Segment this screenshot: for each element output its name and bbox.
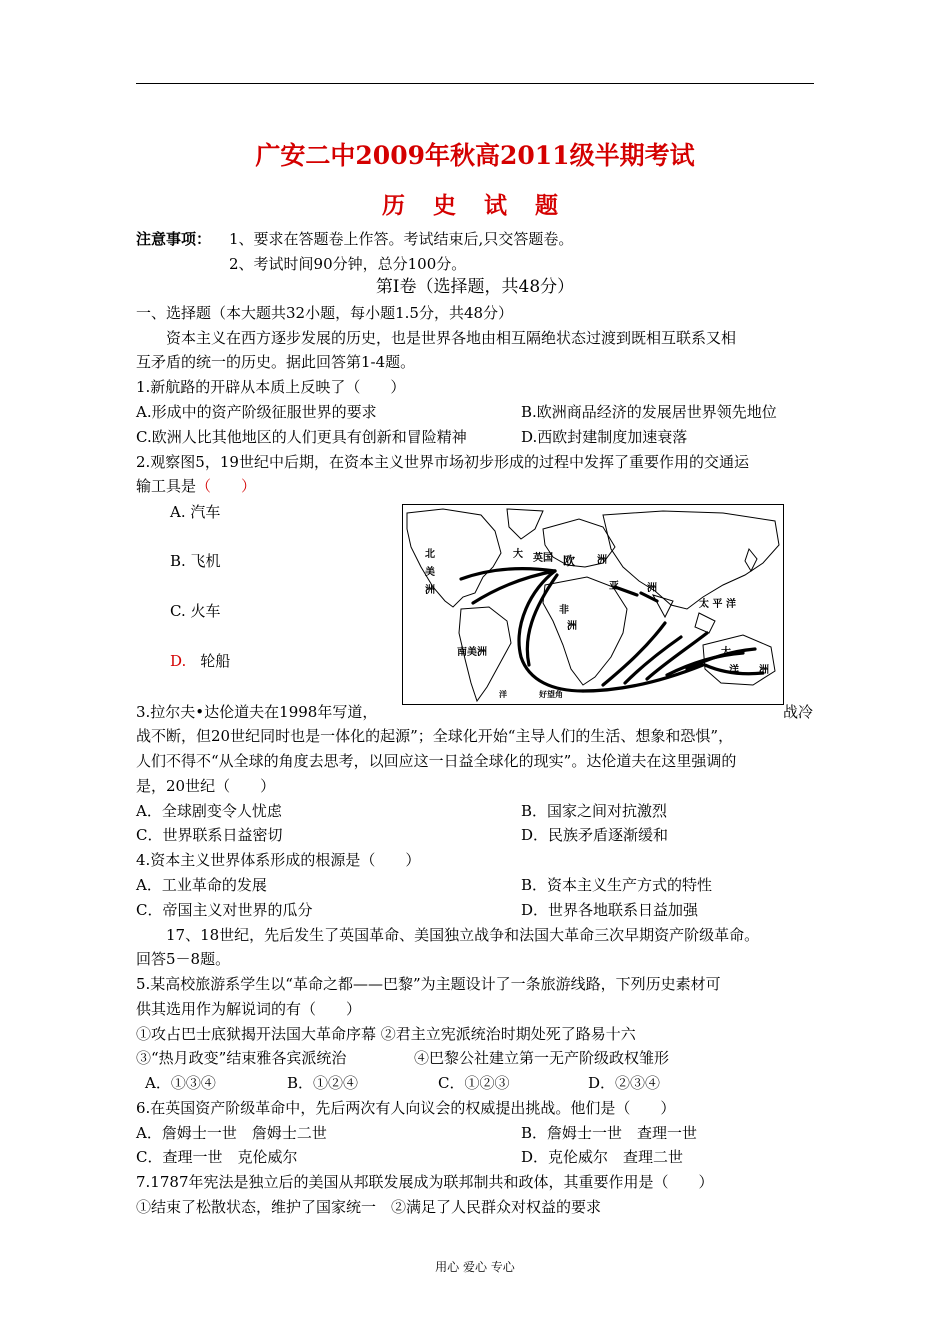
q3-stem-end: 战冷	[783, 703, 814, 721]
map-label-oceania-3: 洲	[759, 665, 769, 676]
map-label-pacific: 太 平 洋	[699, 599, 736, 610]
map-label-north-america-2: 美	[425, 567, 435, 578]
world-trade-routes-map	[402, 504, 784, 705]
notice-label: 注意事项：	[136, 230, 212, 248]
q3-option-a: A．全球剧变令人忧虑	[136, 802, 282, 820]
q6-option-d: D．克伦威尔 查理二世	[521, 1148, 684, 1166]
q2-bracket: （ ）	[196, 477, 257, 495]
q1-option-c: C.欧洲人比其他地区的人们更具有创新和冒险精神	[136, 428, 467, 446]
q2-stem-line-2: 输工具是（ ）	[136, 477, 257, 495]
intro-line-2: 互矛盾的统一的历史。据此回答第1-4题。	[136, 353, 416, 371]
page-footer: 用心 爱心 专心	[435, 1260, 515, 1274]
q4-stem: 4.资本主义世界体系形成的根源是（ ）	[136, 851, 421, 869]
exam-title: 广安二中2009年秋高2011级半期考试	[255, 141, 695, 170]
map-label-oceania-2: 洋	[729, 665, 739, 676]
q5-line-2: 供其选用作为解说词的有（ ）	[136, 1000, 362, 1018]
notice-item-2: 2、考试时间90分钟，总分100分。	[229, 255, 467, 273]
map-label-bottom-1: 洋	[499, 690, 507, 699]
map-label-asia-2: 洲	[647, 583, 657, 594]
passage2-line-2: 回答5－8题。	[136, 950, 231, 968]
q2-option-d-letter: D.	[170, 652, 187, 670]
q6-option-b: B．詹姆士一世 查理一世	[521, 1124, 698, 1142]
map-label-south-america: 南美洲	[457, 647, 487, 658]
map-label-africa-1: 非	[559, 605, 569, 616]
map-label-europe-2: 洲	[597, 555, 607, 566]
q3-stem-start: 3.拉尔夫•达伦道夫在1998年写道，	[136, 703, 378, 721]
q3-option-c: C．世界联系日益密切	[136, 826, 283, 844]
map-label-africa-2: 洲	[567, 621, 577, 632]
q5-option-d: D．②③④	[588, 1074, 661, 1092]
q1-option-d: D.西欧封建制度加速衰落	[521, 428, 688, 446]
q4-option-c: C．帝国主义对世界的瓜分	[136, 901, 313, 919]
q5-item-1-2: ①攻占巴士底狱揭开法国大革命序幕 ②君主立宪派统治时期处死了路易十六	[136, 1025, 636, 1043]
map-label-bottom-2: 好望角	[539, 690, 563, 699]
q5-line-1: 5.某高校旅游系学生以“革命之都——巴黎”为主题设计了一条旅游线路，下列历史素材可	[136, 975, 721, 993]
q3-option-d: D．民族矛盾逐渐缓和	[521, 826, 669, 844]
q6-option-a: A．詹姆士一世 詹姆士二世	[136, 1124, 327, 1142]
map-label-atlantic: 大	[513, 549, 523, 560]
q7-items: ①结束了松散状态，维护了国家统一 ②满足了人民群众对权益的要求	[136, 1198, 602, 1216]
q2-option-d	[170, 651, 230, 671]
intro-line-1: 资本主义在西方逐步发展的历史，也是世界各地由相互隔绝状态过渡到既相互联系又相	[166, 329, 737, 347]
q5-item-3: ③“热月政变”结束雅各宾派统治	[136, 1049, 347, 1067]
q3-option-b: B．国家之间对抗激烈	[521, 802, 668, 820]
q5-option-b: B．①②④	[287, 1074, 359, 1092]
q3-line-3: 人们不得不“从全球的角度去思考，以回应这一日益全球化的现实”。达伦道夫在这里强调的	[136, 752, 737, 770]
q4-option-d: D．世界各地联系日益加强	[521, 901, 699, 919]
passage2-line-1: 17、18世纪，先后发生了英国革命、美国独立战争和法国大革命三次早期资产阶级革命。	[166, 926, 760, 944]
notice-item-1: 1、要求在答题卷上作答。考试结束后,只交答题卷。	[229, 230, 574, 248]
q2-option-a: A. 汽车	[170, 503, 221, 521]
q4-option-a: A．工业革命的发展	[136, 876, 267, 894]
q5-item-4: ④巴黎公社建立第一无产阶级政权雏形	[414, 1049, 670, 1067]
q3-line-2: 战不断，但20世纪同时也是一体化的起源”；全球化开始“主导人们的生活、想象和恐惧”，	[136, 727, 734, 745]
q5-option-a: A．①③④	[145, 1074, 216, 1092]
q2-stem-line-1: 2.观察图5，19世纪中后期，在资本主义世界市场初步形成的过程中发挥了重要作用的交通运	[136, 453, 749, 471]
q4-option-b: B．资本主义生产方式的特性	[521, 876, 713, 894]
map-label-asia-1: 亚	[609, 581, 619, 592]
q6-option-c: C．查理一世 克伦威尔	[136, 1148, 298, 1166]
q1-stem: 1.新航路的开辟从本质上反映了（ ）	[136, 378, 406, 396]
q2-option-d-text: 轮船	[200, 652, 231, 670]
q1-option-a: A.形成中的资产阶级征服世界的要求	[136, 403, 377, 421]
map-label-oceania-1: 大	[721, 647, 731, 658]
q3-line-4: 是，20世纪（ ）	[136, 777, 276, 795]
q2-option-b: B. 飞机	[170, 552, 221, 570]
q1-option-b: B.欧洲商品经济的发展居世界领先地位	[521, 403, 777, 421]
q2-option-c: C. 火车	[170, 602, 221, 620]
map-labels	[425, 547, 769, 699]
map-label-north-america-1: 北	[425, 549, 435, 560]
map-label-north-america-3: 洲	[425, 585, 435, 596]
header-rule	[136, 83, 814, 84]
exam-subtitle: 历 史 试 题	[381, 192, 569, 219]
q6-stem: 6.在英国资产阶级革命中，先后两次有人向议会的权威提出挑战。他们是（ ）	[136, 1099, 676, 1117]
part-heading: 一、选择题（本大题共32小题，每小题1.5分，共48分）	[136, 304, 514, 322]
volume-heading: 第Ⅰ卷（选择题，共48分）	[375, 277, 575, 297]
map-label-uk: 英国	[533, 553, 553, 564]
map-drawing	[403, 505, 783, 704]
q7-stem: 7.1787年宪法是独立后的美国从邦联发展成为联邦制共和政体，其重要作用是（ ）	[136, 1173, 714, 1191]
q5-option-c: C．①②③	[438, 1074, 510, 1092]
map-label-europe-1: 欧	[563, 554, 576, 568]
